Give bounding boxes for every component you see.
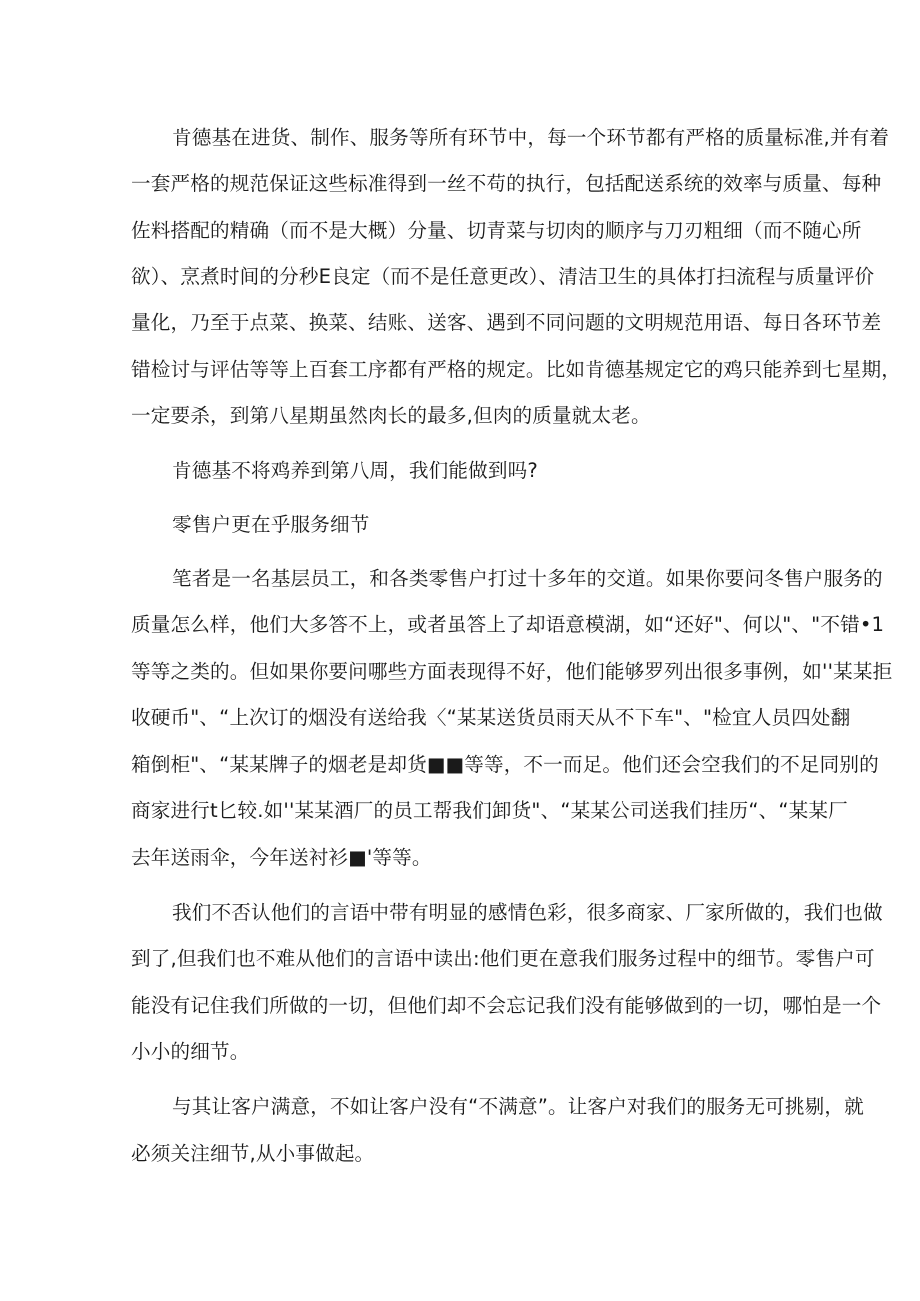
paragraph-author-experience-line: 质量怎么样，他们大多答不上，或者虽答上了却语意模湖，如“还好"、何以"、"不错•1 bbox=[131, 613, 885, 636]
paragraph-conclusion-line: 与其让客户满意，不如让客户没有“不满意”。让客户对我们的服务无可挑剔，就 bbox=[172, 1095, 864, 1118]
paragraph-author-experience-line: 等等之类的。但如果你要问哪些方面表现得不好，他们能够罗列出很多事例，如''某某拒 bbox=[131, 660, 893, 683]
paragraph-author-experience-line: 去年送雨伞，今年送衬衫■'等等。 bbox=[131, 846, 432, 869]
paragraph-kfc-standards-line: 一套严格的规范保证这些标准得到一丝不苟的执行，包括配送系统的效率与质量、每种 bbox=[131, 172, 882, 195]
paragraph-conclusion-line: 必须关注细节,从小事做起。 bbox=[131, 1142, 375, 1165]
paragraph-author-experience-line: 笔者是一名基层员工，和各类零售户打过十多年的交道。如果你要问冬售户服务的 bbox=[172, 567, 883, 590]
paragraph-kfc-standards-line: 佐料搭配的精确（而不是大概）分量、切青菜与切肉的顺序与刀刃粗细（而不随心所 bbox=[131, 219, 862, 242]
paragraph-author-experience-line: 收硬币"、“上次订的烟没有送给我〈“某某送货员雨天从不下车"、"检宜人员四处翻 bbox=[131, 706, 851, 729]
paragraph-kfc-standards-line: 欲）、烹煮时间的分秒E良定（而不是任意更改）、清洁卫生的具体打扫流程与质量评价 bbox=[131, 265, 875, 288]
paragraph-kfc-standards-line: 错检讨与评估等等上百套工序都有严格的规定。比如肯德基规定它的鸡只能养到七星期， bbox=[131, 358, 902, 381]
question-line: 肯德基不将鸡养到第八周，我们能做到吗? bbox=[172, 459, 538, 482]
paragraph-details-matter-line: 我们不否认他们的言语中带有明显的感情色彩，很多商家、厂家所做的，我们也做 bbox=[172, 901, 883, 924]
paragraph-kfc-standards-line: 肯德基在进货、制作、服务等所有环节中，每一个环节都有严格的质量标准,并有着 bbox=[172, 126, 890, 149]
paragraph-details-matter-line: 到了,但我们也不难从他们的言语中读出:他们更在意我们服务过程中的细节。零售户可 bbox=[131, 947, 875, 970]
paragraph-details-matter-line: 小小的细节。 bbox=[131, 1040, 250, 1063]
paragraph-kfc-standards-line: 量化，乃至于点菜、换菜、结账、送客、遇到不同问题的文明规范用语、每日各环节差 bbox=[131, 311, 882, 334]
paragraph-author-experience-line: 箱倒柜"、“某某牌子的烟老是却货■■等等，不一而足。他们还会空我们的不足同别的 bbox=[131, 753, 879, 776]
paragraph-details-matter-line: 能没有记住我们所做的一切，但他们却不会忘记我们没有能够做到的一切，哪怕是一个 bbox=[131, 994, 882, 1017]
paragraph-author-experience-line: 商家进行t匕较.如''某某酒厂的员工帮我们卸货"、“某某公司送我们挂历“、“某某厂 bbox=[131, 799, 848, 822]
paragraph-kfc-standards-line: 一定要杀，到第八星期虽然肉长的最多,但肉的质量就太老。 bbox=[131, 404, 651, 427]
section-heading: 零售户更在乎服务细节 bbox=[172, 513, 370, 536]
